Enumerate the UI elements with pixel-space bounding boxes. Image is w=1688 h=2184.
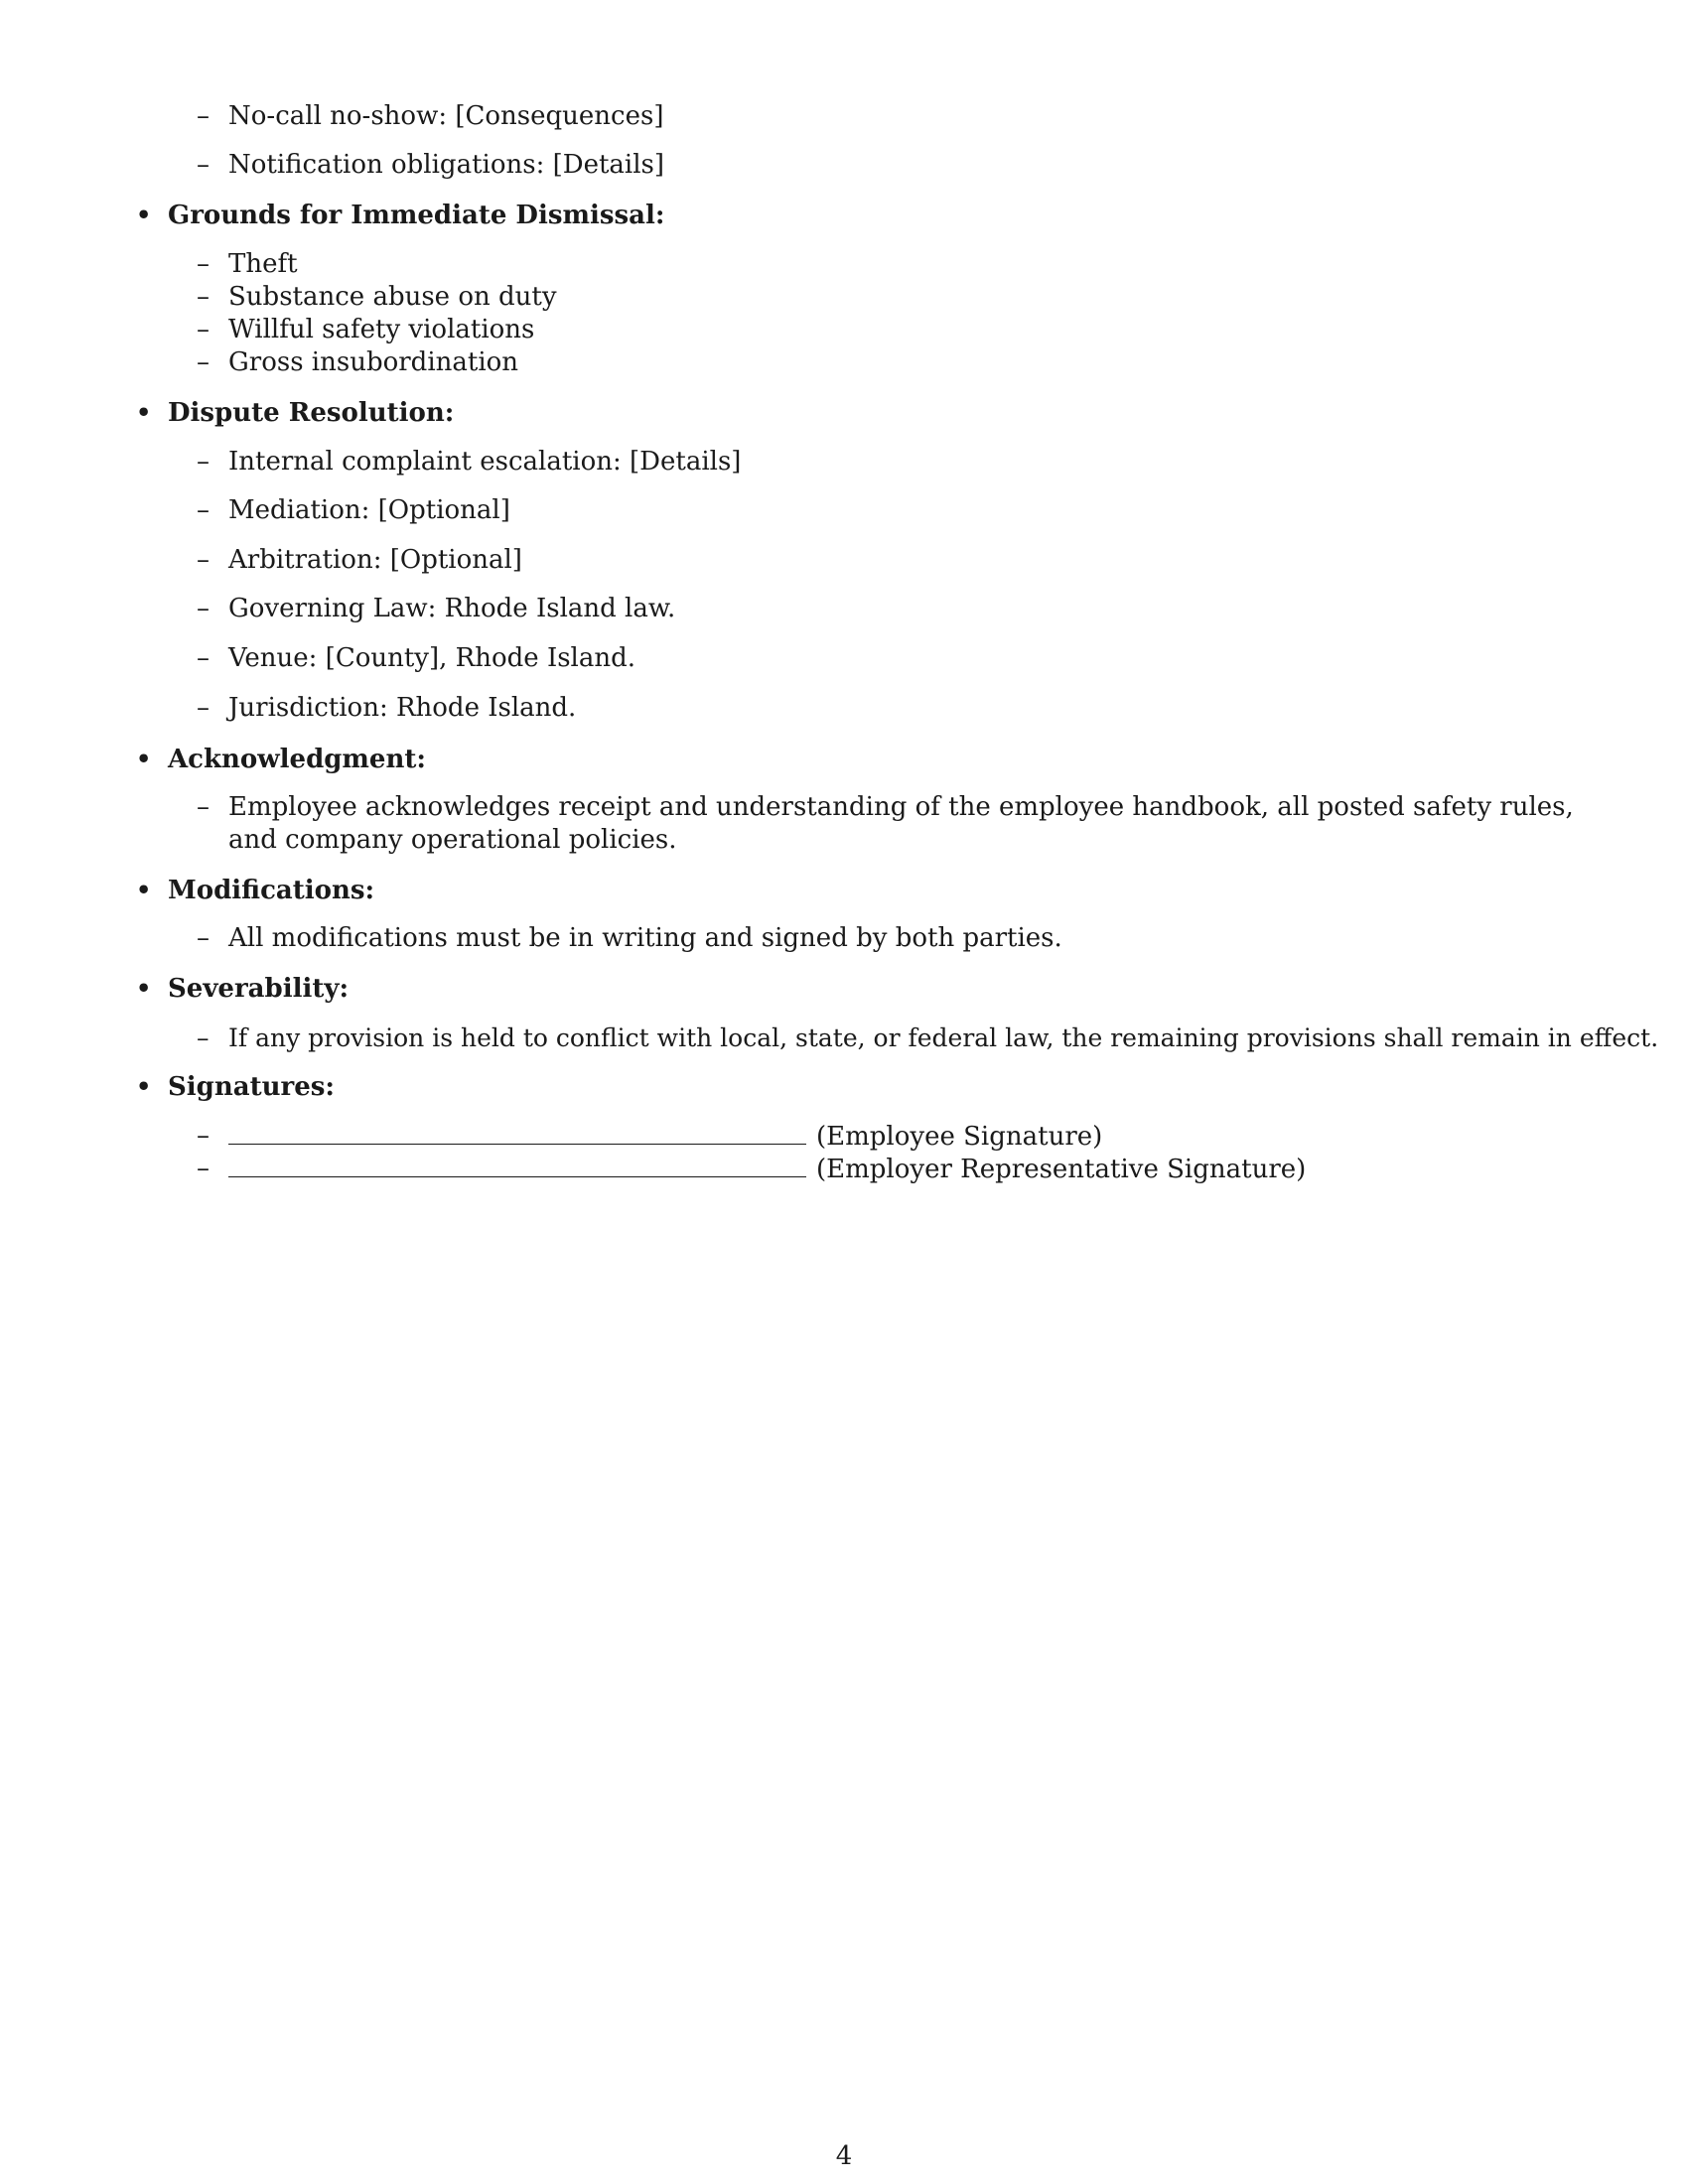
bullet-marker: • [136, 1072, 152, 1101]
dash-marker: – [197, 693, 210, 723]
signature-entry [228, 1153, 1306, 1186]
list-item-text: Willful safety violations [228, 315, 535, 344]
signature-caption: (Employee Signature) [816, 1122, 1103, 1152]
list-item-text: Arbitration: [Optional] [228, 545, 522, 575]
dash-marker: – [197, 923, 210, 953]
signature-blank[interactable] [228, 1120, 806, 1145]
list-item-text: Venue: [County], Rhode Island. [228, 643, 636, 673]
list-item-text: Governing Law: Rhode Island law. [228, 594, 676, 623]
bullet-marker: • [136, 974, 152, 1003]
dash-marker: – [197, 249, 210, 279]
list-item-text: Notification obligations: [Details] [228, 150, 665, 180]
dash-marker: – [197, 643, 210, 673]
list-item-text: Jurisdiction: Rhode Island. [228, 693, 577, 723]
list-item-text: Substance abuse on duty [228, 282, 557, 312]
list-item-text: Gross insubordination [228, 347, 519, 377]
dash-marker: – [197, 315, 210, 344]
section-heading-label: Acknowledgment: [168, 745, 426, 774]
signature-blank[interactable] [228, 1153, 806, 1177]
dash-marker: – [197, 150, 210, 180]
dash-marker: – [197, 495, 210, 525]
list-item-text: Internal complaint escalation: [Details] [228, 447, 742, 477]
signature-entry [228, 1120, 1102, 1154]
dash-marker: – [197, 1154, 210, 1183]
dash-marker: – [197, 282, 210, 312]
dash-marker: – [197, 545, 210, 575]
list-item-text: All modifications must be in writing and signed by both parties. [228, 923, 1062, 953]
bullet-marker: • [136, 876, 152, 904]
list-item-text: No-call no-show: [Consequences] [228, 101, 664, 131]
bullet-marker: • [136, 745, 152, 773]
dash-marker: – [197, 1121, 210, 1151]
dash-marker: – [197, 347, 210, 377]
list-item-text: Employee acknowledges receipt and understanding of the employee handbook, all posted safety rules, and company operational policies. [228, 792, 1574, 855]
dash-marker: – [197, 792, 210, 822]
dash-marker: – [197, 594, 210, 623]
dash-marker: – [197, 101, 210, 131]
section-heading-label: Grounds for Immediate Dismissal: [168, 201, 665, 230]
list-item-text: Mediation: [Optional] [228, 495, 510, 525]
page-number: 4 [835, 2141, 853, 2171]
list-item-text: If any provision is held to conflict with local, state, or federal law, the remaining provisions shall remain in effect. [228, 1024, 1659, 1052]
section-heading-label: Severability: [168, 974, 350, 1004]
bullet-marker: • [136, 201, 152, 229]
bullet-marker: • [136, 398, 152, 427]
dash-marker: – [197, 447, 210, 477]
list-item-text: Theft [228, 249, 298, 279]
signature-caption: (Employer Representative Signature) [816, 1155, 1307, 1184]
section-heading-label: Modifications: [168, 876, 375, 905]
dash-marker: – [197, 1024, 210, 1052]
section-heading-label: Dispute Resolution: [168, 398, 455, 428]
section-heading-label: Signatures: [168, 1072, 335, 1102]
